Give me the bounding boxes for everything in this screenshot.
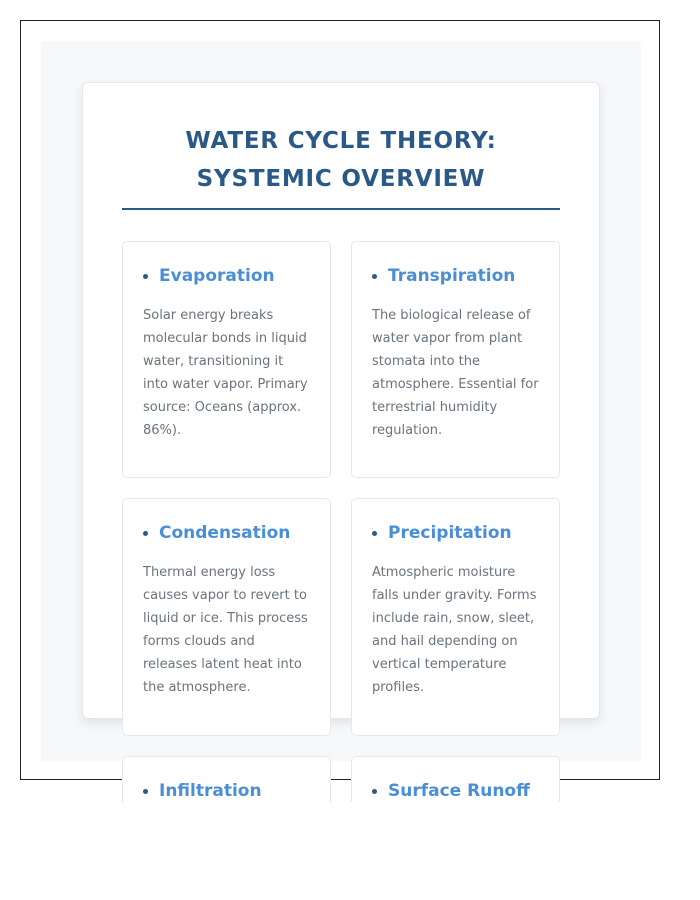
card-header — [372, 779, 541, 803]
card-title: Evaporation — [159, 266, 275, 286]
bullet-icon — [372, 789, 377, 794]
title-underline — [122, 208, 560, 210]
card-header — [372, 264, 541, 288]
card-description: Thermal energy loss causes vapor to revert to liquid or ice. This process forms clouds and releases latent heat into the atmosphere. — [143, 565, 308, 695]
page-title: WATER CYCLE THEORY: SYSTEMIC OVERVIEW — [185, 128, 497, 192]
viewport-cutoff — [0, 802, 700, 900]
bullet-icon — [372, 531, 377, 536]
card-header — [143, 521, 312, 545]
card-description: Solar energy breaks molecular bonds in liquid water, transitioning it into water vapor. Primary source: Oceans (approx. 86%). — [143, 308, 308, 438]
card-precipitation — [351, 498, 560, 736]
card-title: Transpiration — [388, 266, 516, 286]
card-transpiration — [351, 241, 560, 478]
card-title: Precipitation — [388, 523, 512, 543]
card-description: Atmospheric moisture falls under gravity. Forms include rain, snow, sleet, and hail depending on vertical temperature profiles. — [372, 565, 537, 695]
card-header — [143, 779, 312, 803]
bullet-icon — [143, 531, 148, 536]
card-description: The biological release of water vapor from plant stomata into the atmosphere. Essential for terrestrial humidity regulation. — [372, 308, 539, 438]
card-title: Infiltration — [159, 781, 262, 801]
card-header — [143, 264, 312, 288]
card-condensation — [122, 498, 331, 736]
bullet-icon — [143, 274, 148, 279]
card-title: Surface Runoff — [388, 781, 530, 801]
card-header — [372, 521, 541, 545]
bullet-icon — [143, 789, 148, 794]
card-evaporation — [122, 241, 331, 478]
bullet-icon — [372, 274, 377, 279]
card-title: Condensation — [159, 523, 291, 543]
